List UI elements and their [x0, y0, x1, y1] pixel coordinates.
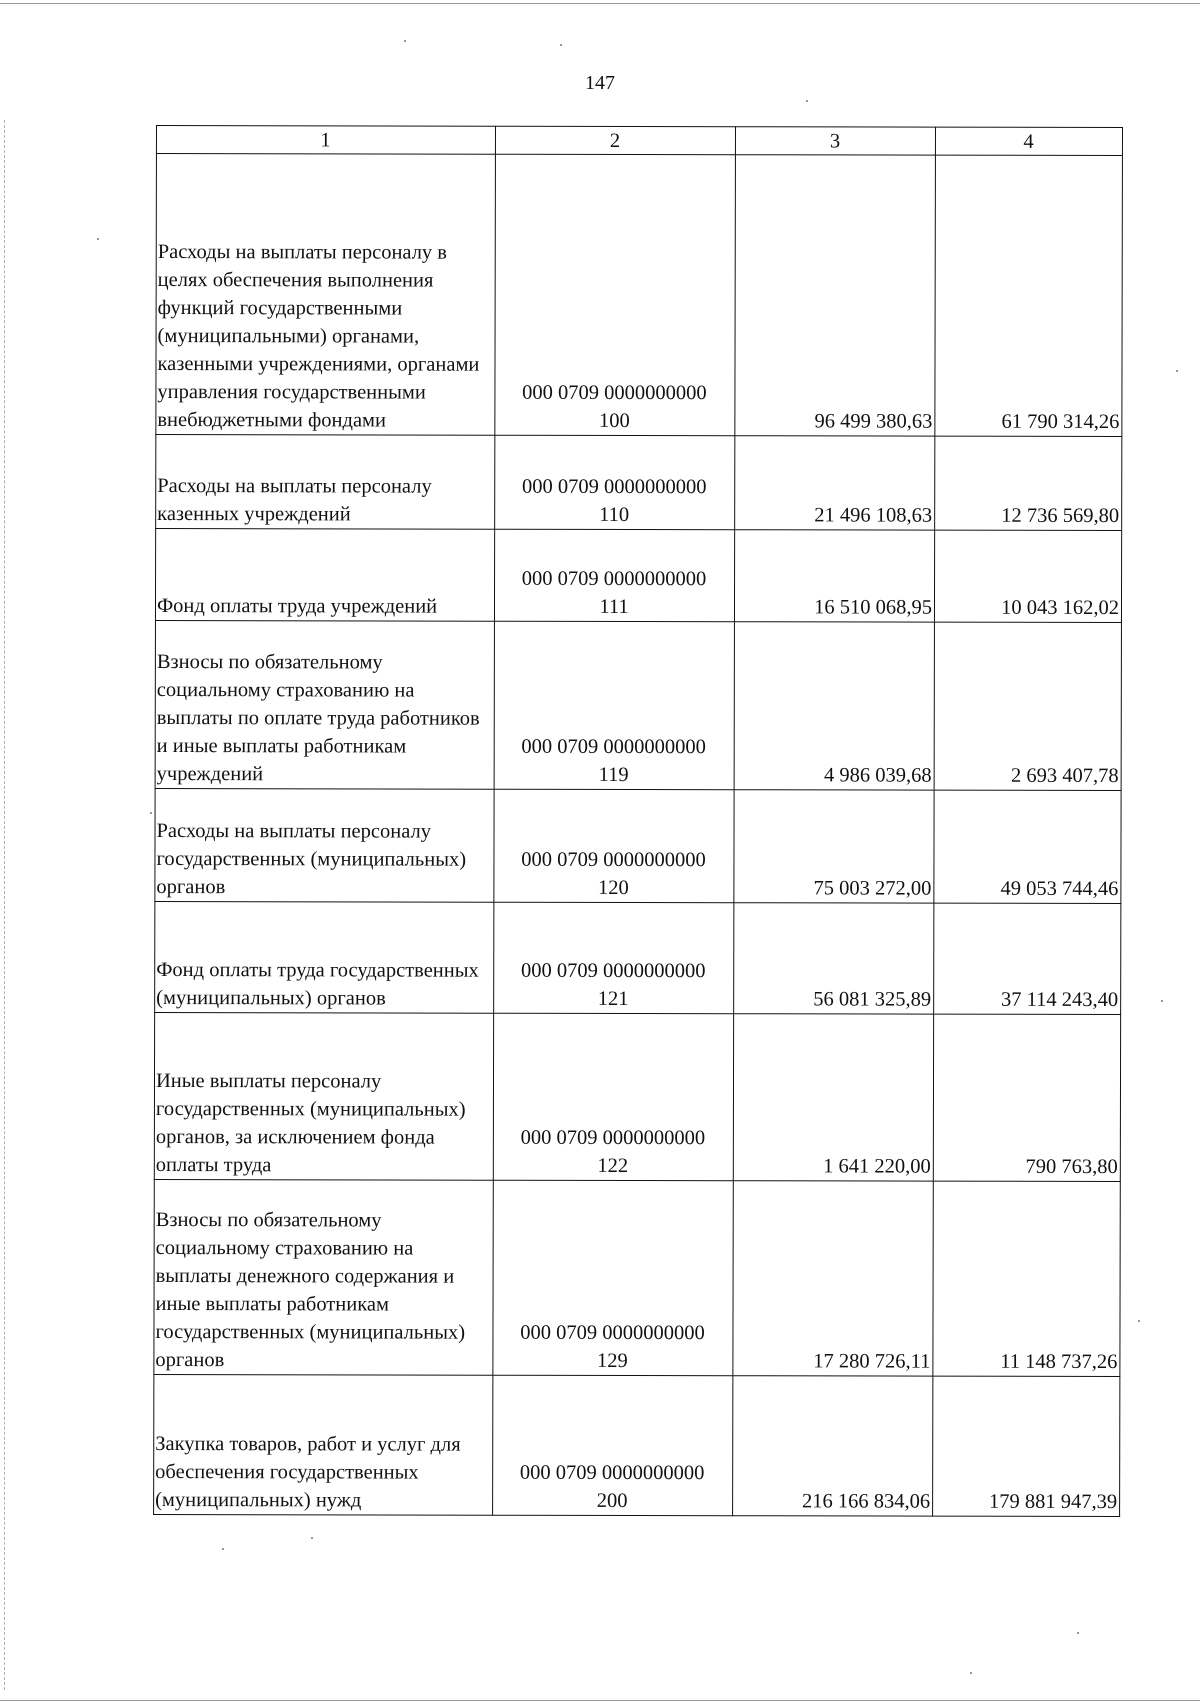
- row-amount-col3: 96 499 380,63: [735, 155, 936, 436]
- row-code: [494, 529, 734, 622]
- scan-edge-left: [4, 120, 5, 1690]
- header-row: [156, 126, 1122, 156]
- row-amount-col4: 790 763,80: [933, 1014, 1120, 1181]
- column-header-1: 1: [156, 126, 495, 155]
- code-line-1: 000 0709 0000000000: [520, 959, 706, 983]
- code-line-2: 122: [597, 1154, 629, 1177]
- code-line-2: 129: [597, 1349, 628, 1372]
- row-code: [494, 789, 734, 903]
- scan-edge-top: [0, 3, 1200, 4]
- row-amount-col3: 17 280 726,11: [733, 1181, 933, 1376]
- row-amount-col3: 1 641 220,00: [733, 1014, 933, 1181]
- row-code: [495, 435, 735, 530]
- row-name: Иные выплаты персоналу государственных (муниципальных) органов, за исключением фонда оплаты труда: [154, 1012, 493, 1180]
- table-row: [154, 1179, 1120, 1376]
- code-line-2: 121: [597, 987, 629, 1010]
- row-amount-col4: 12 736 569,80: [935, 436, 1122, 530]
- scan-speck: [1138, 1320, 1140, 1322]
- row-amount-col3: 216 166 834,06: [733, 1376, 933, 1516]
- row-name: Взносы по обязательному социальному страхованию на выплаты денежного содержания и иные выплаты работникам государственных (муниципальных) органов: [154, 1179, 493, 1375]
- row-amount-col4: 11 148 737,26: [933, 1181, 1120, 1376]
- row-name: Закупка товаров, работ и услуг для обеспечения государственных (муниципальных) нужд: [154, 1374, 493, 1515]
- column-header-4: 4: [935, 127, 1122, 155]
- row-amount-col4: 37 114 243,40: [934, 903, 1121, 1014]
- code-line-1: 000 0709 0000000000: [520, 1321, 705, 1345]
- code-line-2: 100: [598, 409, 630, 432]
- row-name: Расходы на выплаты персоналу государственных (муниципальных) органов: [155, 788, 494, 902]
- code-line-1: 000 0709 0000000000: [521, 735, 706, 759]
- scan-speck: [1176, 370, 1178, 372]
- row-code: [494, 621, 734, 790]
- code-line-1: 000 0709 0000000000: [521, 848, 706, 872]
- row-amount-col3: 4 986 039,68: [734, 622, 934, 790]
- scan-speck: [970, 1672, 972, 1674]
- code-line-2: 111: [599, 595, 629, 618]
- table-row: [156, 435, 1122, 531]
- row-name: Расходы на выплаты персоналу казенных учреждений: [156, 435, 495, 530]
- scan-speck: [150, 812, 152, 814]
- row-amount-col4: 10 043 162,02: [934, 530, 1121, 622]
- page-number: 147: [585, 72, 615, 94]
- row-amount-col3: 16 510 068,95: [734, 530, 934, 622]
- row-amount-col3: 21 496 108,63: [735, 436, 935, 530]
- code-line-1: 000 0709 0000000000: [522, 381, 707, 405]
- scan-speck: [311, 1537, 313, 1539]
- row-name: Взносы по обязательному социальному страхованию на выплаты по оплате труда работников и иные выплаты работникам учреждений: [155, 620, 494, 789]
- scan-edge-bottom: [0, 1700, 1200, 1701]
- code-line-1: 000 0709 0000000000: [521, 567, 707, 591]
- code-line-1: 000 0709 0000000000: [520, 1126, 706, 1150]
- code-line-1: 000 0709 0000000000: [521, 475, 707, 499]
- column-header-3: 3: [735, 127, 935, 155]
- scan-speck: [806, 100, 808, 102]
- code-line-2: 200: [596, 1489, 628, 1512]
- table-row: [156, 154, 1123, 437]
- code-line-2: 120: [598, 876, 629, 899]
- row-name: Расходы на выплаты персоналу в целях обеспечения выполнения функций государственными (муниципальными) органами, казенными учреждениями, органами управления государственными внебюджетными фондами: [156, 154, 496, 436]
- scan-speck: [97, 238, 99, 240]
- row-code: [493, 1375, 733, 1516]
- scan-speck: [1161, 1000, 1163, 1002]
- row-amount-col4: 49 053 744,46: [934, 790, 1121, 903]
- table-row: [155, 529, 1121, 623]
- code-line-2: 119: [598, 763, 629, 786]
- row-amount-col3: 75 003 272,00: [734, 790, 934, 903]
- row-code: [493, 1180, 733, 1376]
- row-code: [493, 1013, 733, 1181]
- budget-table: [153, 125, 1123, 1517]
- table-row: [155, 901, 1121, 1014]
- code-line-2: 110: [599, 503, 630, 526]
- row-amount-col4: 179 881 947,39: [933, 1376, 1120, 1516]
- scan-speck: [222, 1548, 224, 1550]
- scan-speck: [560, 44, 562, 46]
- row-code: [494, 902, 734, 1014]
- scan-speck: [404, 40, 406, 42]
- row-amount-col3: 56 081 325,89: [734, 903, 934, 1014]
- table-row: [154, 1012, 1120, 1181]
- row-name: Фонд оплаты труда учреждений: [155, 529, 494, 622]
- scan-speck: [1077, 1632, 1079, 1634]
- table-row: [155, 620, 1121, 790]
- row-code: [495, 154, 736, 436]
- row-amount-col4: 2 693 407,78: [934, 622, 1121, 790]
- row-amount-col4: 61 790 314,26: [935, 155, 1123, 436]
- table-row: [155, 788, 1121, 903]
- table-row: [154, 1374, 1120, 1516]
- code-line-1: 000 0709 0000000000: [519, 1461, 705, 1485]
- row-name: Фонд оплаты труда государственных (муниципальных) органов: [155, 901, 494, 1013]
- column-header-2: 2: [495, 126, 735, 155]
